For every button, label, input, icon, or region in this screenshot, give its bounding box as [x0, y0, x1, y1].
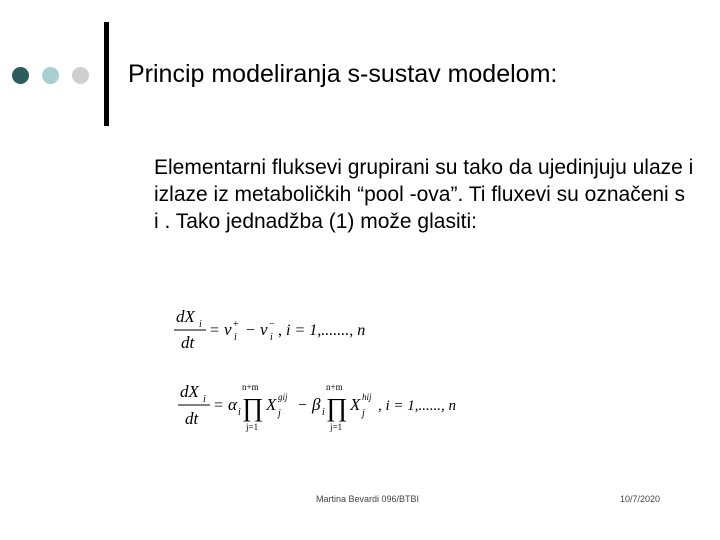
eq1-range: i = 1,......., n: [286, 322, 366, 339]
eq1-i-sub-1: i: [234, 332, 237, 343]
eq1-minus: −: [246, 322, 256, 339]
bullet-dot-light: [42, 67, 59, 84]
eq1-lhs-numerator: dX: [176, 307, 195, 326]
eq2-alpha-sub: i: [238, 407, 241, 418]
eq1-i-sub-2: i: [270, 332, 273, 343]
eq1-v-plus: v: [224, 320, 232, 339]
equation-2: [172, 378, 472, 434]
eq2-x-1: X: [266, 395, 277, 414]
eq2-h-sup: hij: [362, 392, 372, 402]
eq2-j-sub-2: j: [362, 408, 365, 419]
eq1-lhs-num-sub: i: [199, 319, 202, 330]
eq2-prod2-top: n+m: [326, 382, 343, 392]
bullet-dot-gray: [72, 67, 89, 84]
eq2-prod1-bottom: j=1: [246, 422, 259, 432]
eq2-g-sup: gij: [278, 392, 288, 402]
eq2-j-sub-1: j: [278, 408, 281, 419]
eq1-v-minus: v: [260, 320, 268, 339]
bullet-dot-dark: [12, 67, 29, 84]
eq2-beta: β: [312, 395, 321, 414]
eq2-lhs-denominator: dt: [185, 409, 199, 428]
eq1-equals: =: [210, 322, 220, 339]
eq2-alpha: α: [228, 395, 237, 414]
equation-1: [172, 302, 472, 354]
eq2-x-2: X: [350, 395, 361, 414]
footer-author: Martina Bevardi 096/BTBI: [316, 494, 420, 504]
eq2-prod1-symbol: ∏: [242, 393, 264, 422]
eq2-equals: =: [214, 397, 224, 414]
eq2-prod2-bottom: j=1: [330, 422, 343, 432]
eq2-range: , i = 1,......, n: [378, 398, 457, 414]
slide-title: Princip modeliranja s-sustav modelom:: [128, 60, 558, 88]
footer-date: 10/7/2020: [620, 494, 661, 504]
eq1-lhs-denominator: dt: [181, 333, 195, 352]
eq2-prod2-symbol: ∏: [326, 393, 348, 422]
title-divider: [104, 22, 109, 126]
eq1-plus-sup: +: [233, 319, 239, 330]
eq1-comma: ,: [278, 322, 282, 339]
eq2-prod1-top: n+m: [242, 382, 259, 392]
eq1-minus-sup: −: [269, 319, 275, 330]
slide-body-text: Elementarni fluksevi grupirani su tako da ujedinjuju ulaze i izlaze iz metaboličkih “pool -ova”. Ti fluxevi su označeni s i . Tako jednadžba (1) može glasiti:: [154, 156, 694, 233]
eq2-lhs-numerator: dX: [180, 382, 199, 401]
eq2-lhs-num-sub: i: [203, 394, 206, 405]
eq2-beta-sub: i: [322, 407, 325, 418]
eq2-minus: −: [298, 397, 308, 414]
